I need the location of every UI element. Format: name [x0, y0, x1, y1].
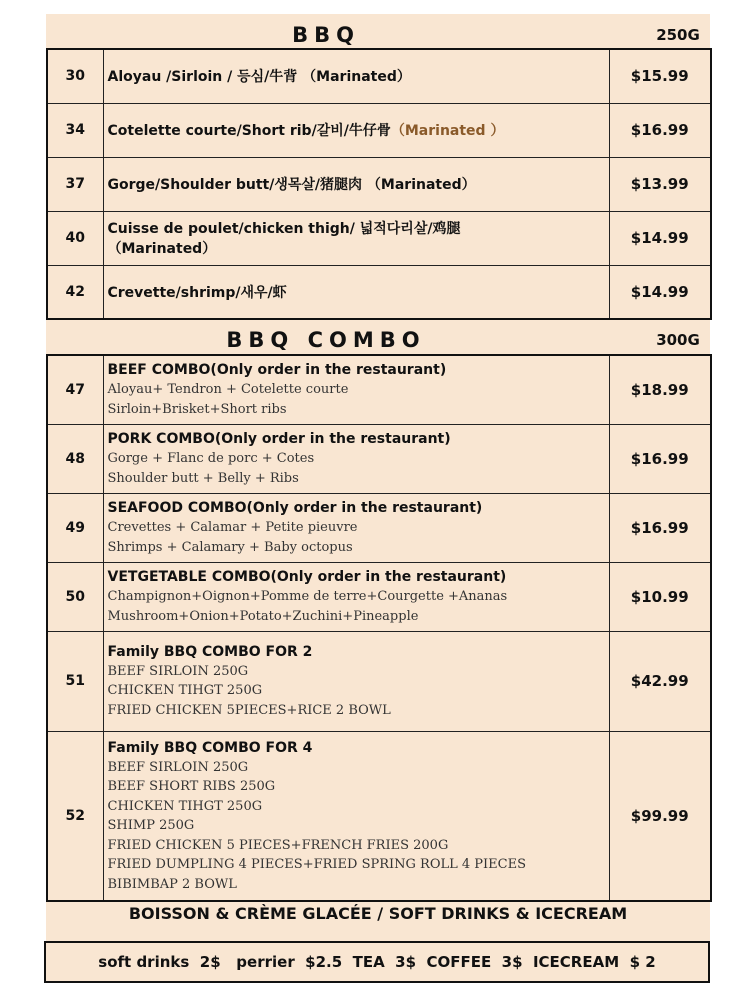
combo-line: Sirloin+Brisket+Short ribs — [107, 401, 287, 417]
combo-number: 48 — [47, 424, 103, 493]
combo-line: BEEF SHORT RIBS 250G — [107, 779, 276, 794]
table-row — [47, 265, 711, 319]
combo-description — [103, 424, 609, 493]
combo-line: CHICKEN TIHGT 250G — [107, 798, 263, 814]
combo-line: Crevettes + Calamar + Petite pieuvre — [107, 520, 358, 535]
bbq-weight: 250G — [656, 26, 700, 44]
combo-price: $99.99 — [609, 731, 711, 901]
item-price: $14.99 — [609, 211, 711, 265]
drinks-title: BOISSON & CRÈME GLACÉE / SOFT DRINKS & ICECREAM — [128, 904, 628, 923]
table-row — [47, 493, 711, 562]
item-description — [103, 265, 609, 319]
combo-line: FRIED CHICKEN 5PIECES+RICE 2 BOWL — [107, 702, 391, 718]
combo-price: $42.99 — [609, 631, 711, 731]
item-name: Gorge/Shoulder butt/생목살/猪腿肉 — [107, 177, 367, 193]
combo-line: Aloyau+ Tendron + Cotelette courte — [107, 382, 349, 398]
item-note: （Marinated ） — [390, 123, 505, 139]
item-name: Crevette/shrimp/새우/虾 — [107, 284, 287, 301]
item-name: Aloyau /Sirloin / 등심/牛背 — [107, 69, 303, 86]
table-row — [47, 211, 711, 265]
combo-line: BEEF SIRLOIN 250G — [107, 759, 249, 775]
item-name: Cuisse de poulet/chicken thigh/ 넓적다리살/鸡腿 — [107, 221, 461, 237]
combo-line: Shoulder butt + Belly + Ribs — [107, 470, 299, 486]
combo-line: Champignon+Oignon+Pomme de terre+Courgette +Ananas — [107, 589, 508, 604]
combo-number: 51 — [47, 631, 103, 731]
item-description — [103, 103, 609, 157]
combo-number: 49 — [47, 493, 103, 562]
table-row — [47, 424, 711, 493]
table-row — [47, 49, 711, 103]
combo-title: SEAFOOD COMBO(Only order in the restaurant) — [107, 500, 483, 516]
item-price: $16.99 — [609, 103, 711, 157]
item-price: $15.99 — [609, 49, 711, 103]
item-price: $14.99 — [609, 265, 711, 319]
bbq-header — [46, 22, 710, 48]
combo-weight: 300G — [656, 331, 700, 349]
item-description — [103, 157, 609, 211]
combo-title: Family BBQ COMBO FOR 2 — [107, 643, 313, 660]
combo-title: BEEF COMBO(Only order in the restaurant) — [107, 362, 447, 379]
combo-number: 50 — [47, 562, 103, 631]
combo-line: BIBIMBAP 2 BOWL — [107, 876, 237, 892]
item-note: （Marinated） — [302, 69, 411, 86]
combo-line: FRIED DUMPLING 4 PIECES+FRIED SPRING ROLL 4 PIECES — [107, 857, 527, 872]
combo-description — [103, 493, 609, 562]
combo-title: Family BBQ COMBO FOR 4 — [107, 739, 313, 756]
combo-number: 52 — [47, 731, 103, 901]
item-description — [103, 211, 609, 265]
item-number: 34 — [47, 103, 103, 157]
combo-line: Shrimps + Calamary + Baby octopus — [107, 539, 353, 555]
combo-price: $16.99 — [609, 424, 711, 493]
combo-description — [103, 355, 609, 424]
item-price: $13.99 — [609, 157, 711, 211]
item-note: （Marinated） — [107, 241, 217, 257]
item-number: 30 — [47, 49, 103, 103]
combo-description — [103, 631, 609, 731]
combo-line: FRIED CHICKEN 5 PIECES+FRENCH FRIES 200G — [107, 837, 449, 853]
combo-table — [46, 354, 712, 902]
item-description — [103, 49, 609, 103]
item-number: 42 — [47, 265, 103, 319]
table-row — [47, 103, 711, 157]
table-row — [47, 631, 711, 731]
table-row — [47, 562, 711, 631]
combo-title: BBQ COMBO — [226, 328, 426, 352]
item-number: 37 — [47, 157, 103, 211]
drinks-line: soft drinks 2$ perrier $2.5 TEA 3$ COFFEE 3$ ICECREAM $ 2 — [44, 941, 710, 983]
combo-line: SHIMP 250G — [107, 818, 195, 833]
bbq-title: BBQ — [292, 23, 360, 47]
combo-description — [103, 562, 609, 631]
combo-header — [46, 326, 710, 354]
combo-line: BEEF SIRLOIN 250G — [107, 663, 249, 679]
combo-description — [103, 731, 609, 901]
combo-line: Mushroom+Onion+Potato+Zuchini+Pineapple — [107, 608, 419, 624]
table-row — [47, 355, 711, 424]
combo-title: VETGETABLE COMBO(Only order in the restaurant) — [107, 569, 507, 585]
combo-line: Gorge + Flanc de porc + Cotes — [107, 451, 315, 466]
item-name: Cotelette courte/Short rib/갈비/牛仔骨 — [107, 123, 391, 139]
table-row — [47, 157, 711, 211]
bbq-table — [46, 48, 712, 320]
table-row — [47, 731, 711, 901]
combo-price: $10.99 — [609, 562, 711, 631]
combo-title: PORK COMBO(Only order in the restaurant) — [107, 431, 451, 447]
combo-line: CHICKEN TIHGT 250G — [107, 683, 263, 699]
combo-price: $18.99 — [609, 355, 711, 424]
combo-price: $16.99 — [609, 493, 711, 562]
item-number: 40 — [47, 211, 103, 265]
combo-number: 47 — [47, 355, 103, 424]
item-note: （Marinated） — [366, 177, 476, 193]
